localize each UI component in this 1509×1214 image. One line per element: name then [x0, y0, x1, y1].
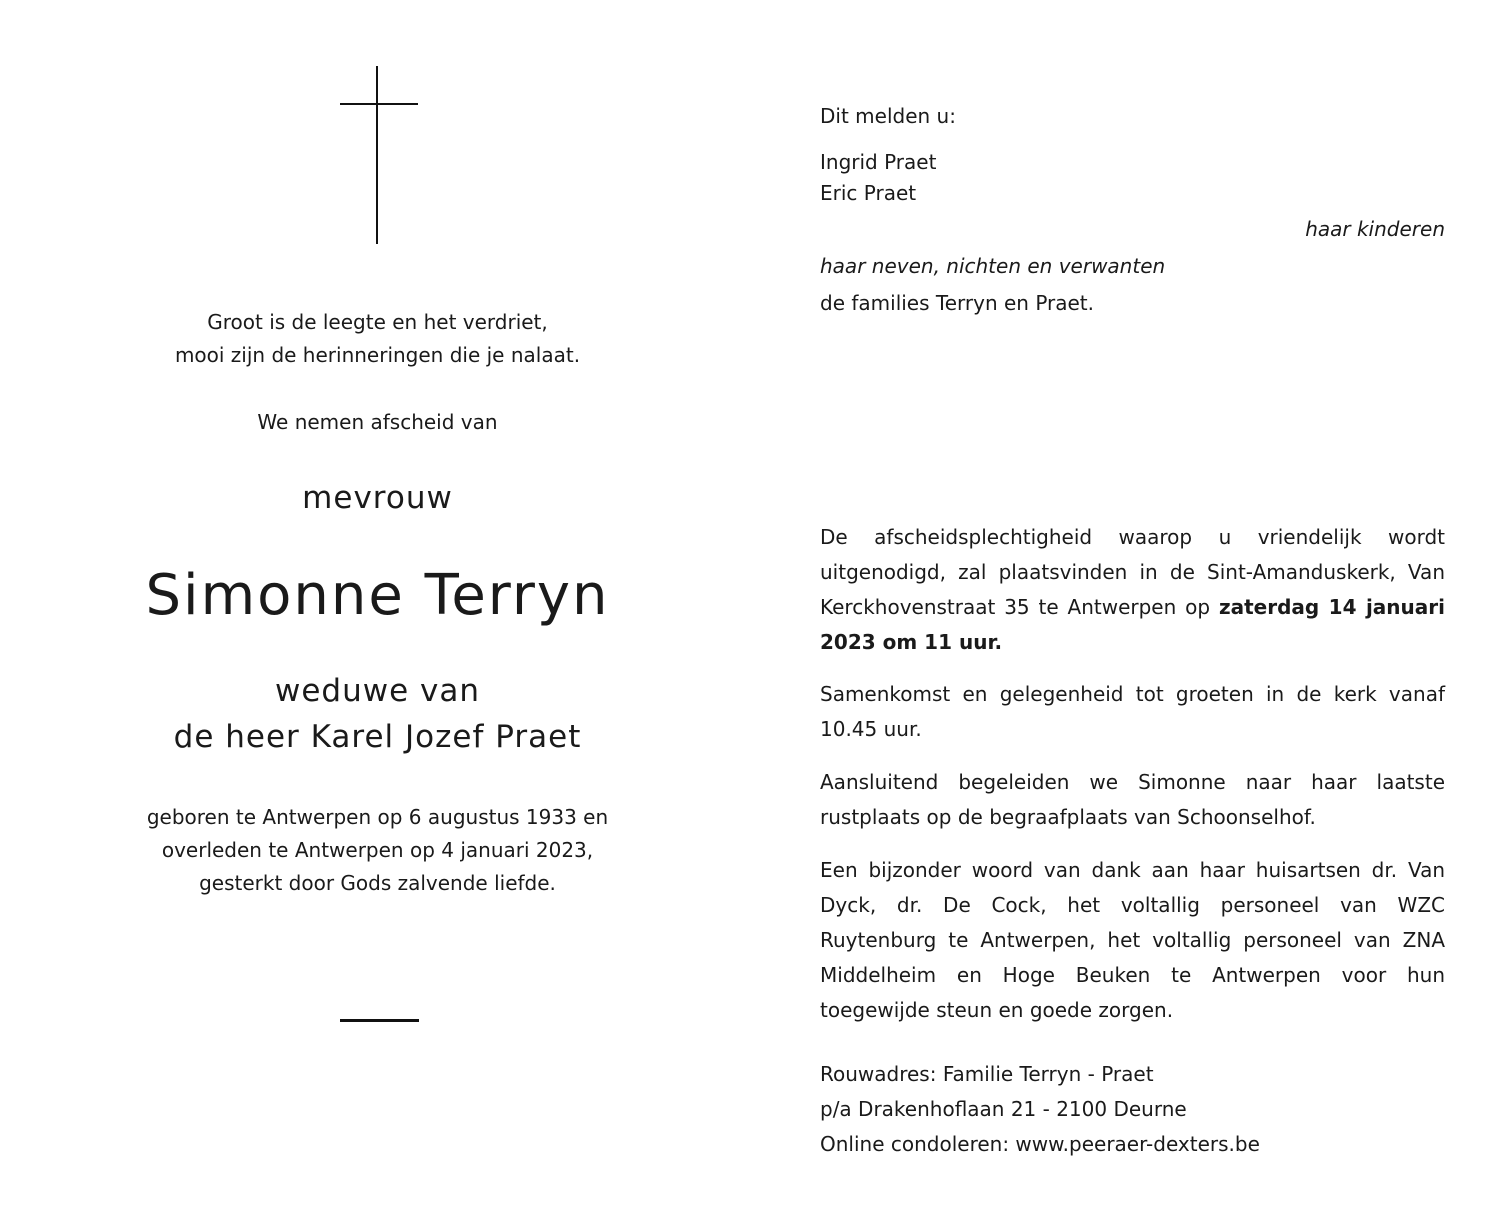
quote-line-2: mooi zijn de herinneringen die je nalaat.: [174, 343, 581, 367]
children-list: [820, 147, 1445, 209]
gathering-paragraph: Samenkomst en gelegenheid tot groeten in de kerk vanaf 10.45 uur.: [820, 682, 1445, 741]
life-dates-line-1: geboren te Antwerpen op 6 augustus 1933 en: [146, 805, 609, 829]
child-name: Ingrid Praet: [820, 150, 937, 174]
spouse-line-1: weduwe van: [274, 673, 481, 709]
cross-vertical-bar: [376, 66, 378, 244]
thanks-paragraph: Een bijzonder woord van dank aan haar huisartsen dr. Van Dyck, dr. De Cock, het voltallig personeel van WZC Ruytenburg te Antwerpen, het voltallig personeel van ZNA Middelheim en Hoge Beuken te Antwerpen voor hun toegewijde steun en goede zorgen.: [820, 858, 1445, 1022]
spouse-line-2: de heer Karel Jozef Praet: [173, 719, 582, 755]
children-role: haar kinderen: [1305, 217, 1445, 241]
closing-divider: [340, 1019, 419, 1022]
life-dates-line-3: gesterkt door Gods zalvende liefde.: [199, 871, 556, 895]
families: de families Terryn en Praet.: [820, 291, 1095, 315]
farewell-intro: We nemen afscheid van: [257, 410, 498, 434]
honorific: mevrouw: [302, 480, 453, 516]
child-name: Eric Praet: [820, 181, 917, 205]
burial-paragraph: Aansluitend begeleiden we Simonne naar haar laatste rustplaats op de begraafplaats van Schoonselhof.: [820, 770, 1445, 829]
relatives: haar neven, nichten en verwanten: [820, 254, 1166, 278]
contact-address: [820, 1057, 1445, 1162]
cross-horizontal-bar: [340, 103, 418, 105]
condolence-line: Online condoleren: www.peeraer-dexters.be: [820, 1132, 1260, 1156]
deceased-name: Simonne Terryn: [145, 563, 610, 628]
life-dates: [0, 801, 755, 900]
cross-icon: [340, 66, 418, 244]
announcement-heading: Dit melden u:: [820, 104, 956, 128]
address-line-1: Rouwadres: Familie Terryn - Praet: [820, 1062, 1154, 1086]
spouse-info: [0, 668, 755, 760]
quote-line-1: Groot is de leegte en het verdriet,: [207, 310, 548, 334]
life-dates-line-2: overleden te Antwerpen op 4 januari 2023,: [161, 838, 594, 862]
address-line-2: p/a Drakenhoflaan 21 - 2100 Deurne: [820, 1097, 1187, 1121]
ceremony-date: zaterdag 14 januari 2023 om 11 uur.: [820, 595, 1445, 654]
ceremony-paragraph: [820, 520, 1445, 660]
ceremony-text: De afscheidsplechtigheid waarop u vriendelijk wordt uitgenodigd, zal plaatsvinden in de Sint-Amanduskerk, Van Kerckhovenstraat 35 te Antwerpen op: [820, 525, 1445, 619]
quote: [0, 306, 755, 372]
